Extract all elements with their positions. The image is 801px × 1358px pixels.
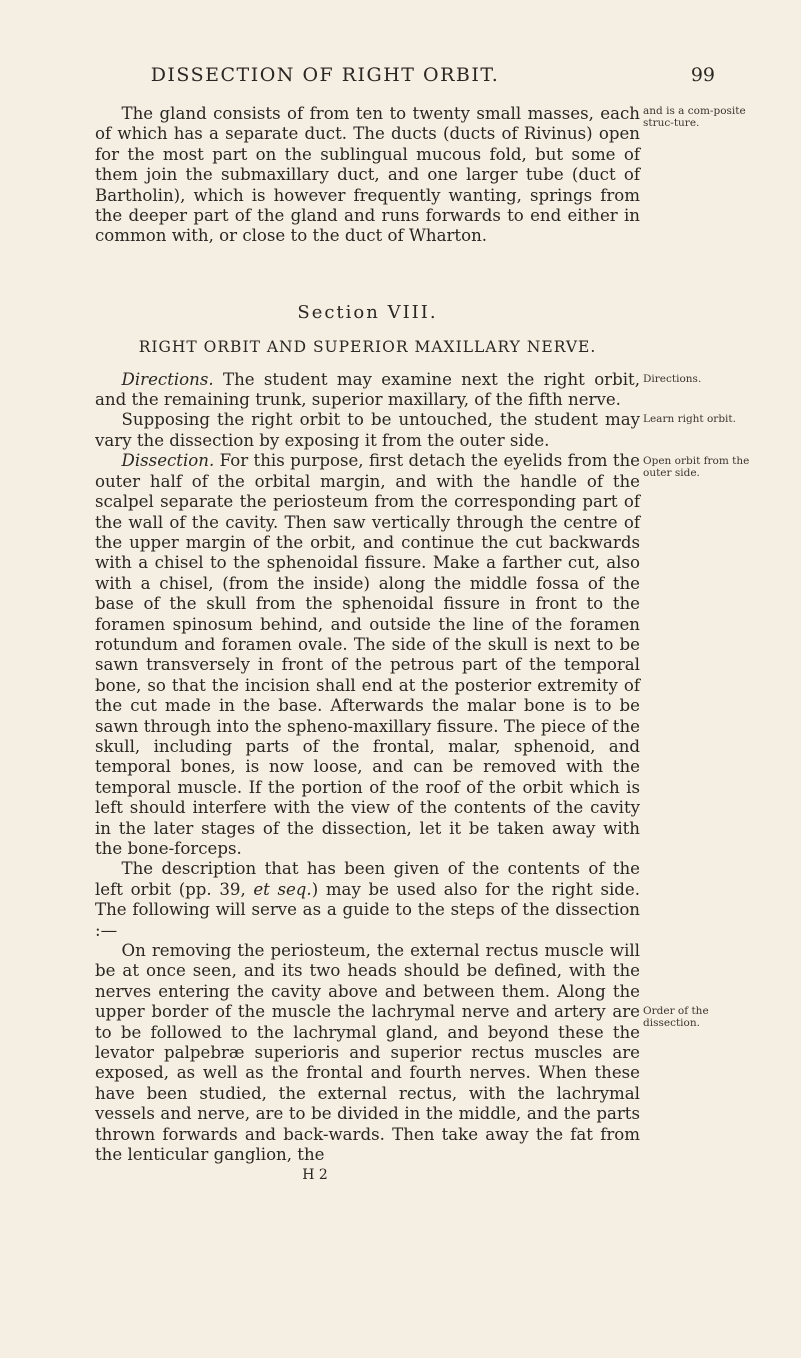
paragraph-description <box>95 859 640 941</box>
paragraph-directions <box>95 370 640 411</box>
margin-note-directions: Directions. <box>643 373 702 385</box>
description-text-a: The description that has been given of the contents of the left orbit (pp. 39, <box>95 859 640 899</box>
margin-note-order: Order of the dissection. <box>643 1005 709 1029</box>
page-body <box>95 104 640 1184</box>
description-text-b: ) may be used also for the right side. The following will serve as a guide to the steps of the dissection :— <box>95 879 640 940</box>
dissection-label: Dissection. <box>121 451 215 471</box>
section-subtitle: RIGHT ORBIT AND SUPERIOR MAXILLARY NERVE. <box>138 338 597 357</box>
directions-label: Directions. <box>121 369 214 389</box>
page-number: 99 <box>690 64 715 86</box>
margin-note-composite: and is a com-posite struc-ture. <box>643 105 746 129</box>
page-header <box>0 62 801 92</box>
running-title: DISSECTION OF RIGHT ORBIT. <box>150 64 500 86</box>
margin-note-open-orbit: Open orbit from the outer side. <box>643 455 750 479</box>
dissection-text: For this purpose, first detach the eyelids from the outer half of the orbital margin, and with the handle of the scalpel separate the periosteum from the corresponding part of the wall of the cavity. Then saw vertically through the centre of the upper margin of the orbit, and continue the cut backwards with a chisel to the sphenoidal fissure. Make a farther cut, also with a chisel, (from the inside) along the middle fossa of the base of the skull from the sphenoidal fissure in front to the foramen spinosum behind, and outside the line of the foramen rotundum and foramen ovale. The side of the skull is next to be sawn transversely in front of the petrous part of the temporal bone, so that the incision shall end at the posterior extremity of the cut made in the base. Afterwards the malar bone is to be sawn through into the spheno-maxillary fissure. The piece of the skull, including parts of the frontal, malar, sphenoid, and temporal bones, is now loose, and can be removed with the temporal muscle. If the portion of the roof of the orbit which is left should interfere with the view of the contents of the cavity in the later stages of the dissection, let it be taken away with the bone-forceps. <box>95 451 640 858</box>
paragraph-supposing: Supposing the right orbit to be untouched, the student may vary the dissection by exposing it from the outer side. <box>95 410 640 450</box>
paragraph-gland: The gland consists of from ten to twenty small masses, each of which has a separate duct. The ducts (ducts of Rivinus) open for the most part on the sublingual mucous fold, but some of them join the submaxillary duct, and one larger tube (duct of Bartholin), which is however frequently wanting, springs from the deeper part of the gland and runs forwards to end either in common with, or close to the duct of Wharton. <box>95 104 640 246</box>
paragraph-removing: On removing the periosteum, the external rectus muscle will be at once seen, and its two heads should be defined, with the nerves entering the cavity above and between them. Along the upper border of the muscle the lachrymal nerve and artery are to be followed to the lachrymal gland, and beyond these the levator palpebræ superioris and superior rectus muscles are exposed, as well as the frontal and fourth nerves. When these have been studied, the external rectus, with the lachrymal vessels and nerve, are to be divided in the middle, and the parts thrown forwards and back-wards. Then take away the fat from the lenticular ganglion, the <box>95 941 640 1165</box>
directions-text: The student may examine next the right orbit, and the remaining trunk, superior maxillary, of the fifth nerve. <box>95 369 640 410</box>
signature-mark: H 2 <box>302 1166 328 1183</box>
margin-note-learn-orbit: Learn right orbit. <box>643 413 736 425</box>
paragraph-dissection <box>95 451 640 859</box>
et-seq: et seq. <box>253 879 312 899</box>
section-title: Section VIII. <box>297 301 438 323</box>
